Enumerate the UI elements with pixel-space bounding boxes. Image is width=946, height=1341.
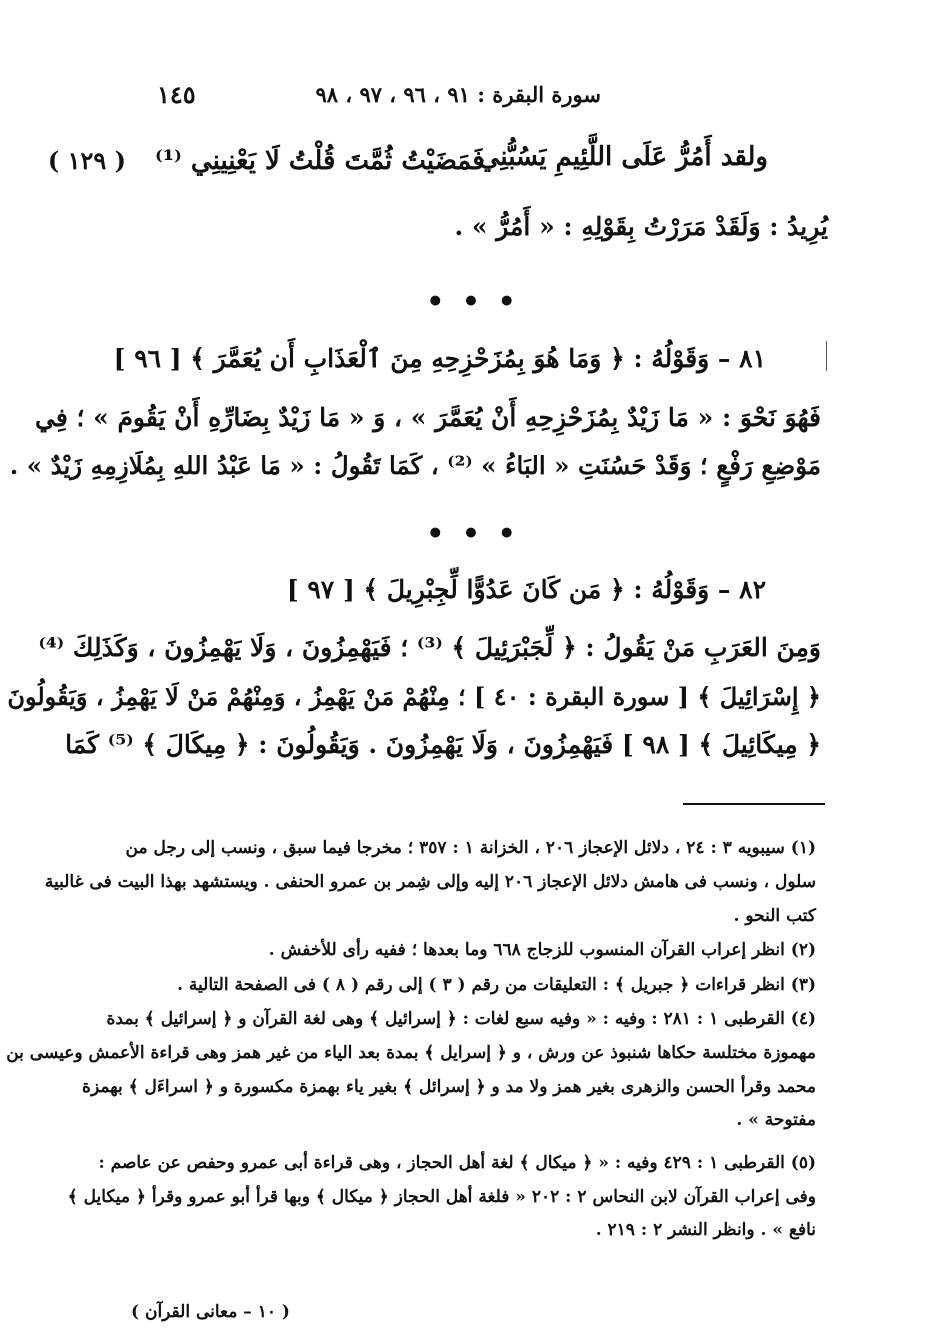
- verse-hemistich-2: فَمَضَيْتُ ثُمَّتَ قُلْتُ لَا يَعْنِينِي ⁽¹⁾: [155, 146, 485, 176]
- section-81-line-1: فَهُوَ نَحْوَ : « مَا زَيْدٌ بِمُزَحْزِحِهِ أَنْ يُعَمَّرَ » ، وَ « مَا زَيْدٌ بِضَارِّهِ أَنْ يَقُومَ » ؛ فِي: [34, 403, 821, 432]
- footnote-1-line-2: سلول ، ونسب فى هامش دلائل الإعجاز ٢٠٦ إليه وإلى شِمر بن عمرو الحنفى . ويستشهد بهذا البيت فى غالبية: [44, 872, 816, 892]
- verse-hemistich-1: ولقد أَمُرُّ عَلَى اللَّئِيمِ يَسُبُّنِي: [478, 142, 768, 172]
- footnote-5-line-1: (٥) القرطبى ١ : ٤٢٩ وفيه : « ﴿ ميكال ﴾ لغة أهل الحجاز ، وهى قراءة أبى عمرو وحفص عن عاصم :: [98, 1153, 816, 1173]
- section-separator-1: • • •: [426, 285, 520, 318]
- footnote-4-line-1: (٤) القرطبى ١ : ٢٨١ : وفيه : « وفيه سبع لغات : ﴿ إسرائيل ﴾ وهى لغة القرآن و ﴿ إسرائيل ﴾ بمدة: [106, 1009, 816, 1029]
- section-81-line-2: مَوْضِعِ رَفْعٍ ؛ وَقَدْ حَسُنَتِ « البَاءُ » ⁽²⁾ ، كَمَا تَقُولُ : « مَا عَبْدُ اللهِ بِمُلَازِمِهِ زَيْدٌ » .: [9, 451, 821, 480]
- footnote-4-line-3: محمد وقرأ الحسن والزهرى بغير همز ولا مد و ﴿ إسرائل ﴾ بغير ياء بهمزة مكسورة و ﴿ اسراءَل ﴾ بهمزة: [82, 1077, 816, 1097]
- section-82-line-3: ﴿ مِيكَائِيلَ ﴾ [ ٩٨ ] فَيَهْمِزُونَ ، وَلَا يَهْمِزُونَ . وَيَقُولُونَ : ﴿ مِيكَالَ ﴾ ⁽⁵⁾ كَمَا: [65, 730, 821, 759]
- section-82-heading: ٨٢ – وَقَوْلُهُ : ﴿ مَن كَانَ عَدُوًّا لِّجِبْرِيلَ ﴾ [ ٩٧ ]: [286, 575, 766, 604]
- footnote-4-line-4: مفتوحة » .: [736, 1110, 816, 1130]
- footnote-1-line-1: (١) سيبويه ٣ : ٢٤ ، دلائل الإعجاز ٢٠٦ ، الخزانة ١ : ٣٥٧ ؛ مخرجا فيما سبق ، ونسب إلى رجل من: [125, 838, 816, 858]
- footnote-1-line-3: كتب النحو .: [733, 906, 816, 926]
- section-82-line-1: وَمِنَ العَرَبِ مَنْ يَقُولُ : ﴿ لِّجَبْرَئِيلَ ﴾ ⁽³⁾ ؛ فَيَهْمِزُونَ ، وَلَا يَهْمِزُونَ ، وَكَذَلِكَ ⁽⁴⁾: [38, 633, 821, 662]
- section-separator-2: • • •: [426, 517, 520, 550]
- running-header-title: سورة البقرة : ٩١ ، ٩٦ ، ٩٧ ، ٩٨: [315, 82, 601, 107]
- section-82-line-2: ﴿ إِسْرَائِيلَ ﴾ [ سورة البقرة : ٤٠ ] ؛ مِنْهُمْ مَنْ يَهْمِزُ ، وَمِنْهُمْ مَنْ لَا يَهْمِزُ ، وَيَقُولُونَ: [7, 682, 821, 711]
- margin-mark: [826, 341, 827, 371]
- page-number: ١٤٥: [157, 80, 196, 109]
- verse-number: ( ١٢٩ ): [47, 146, 126, 175]
- page-footer-signature: ( ١٠ – معانى القرآن ): [131, 1302, 290, 1322]
- footnote-5-line-2: وفى إعراب القرآن لابن النحاس ٢ : ٢٠٢ « فلغة أهل الحجاز ﴿ ميكال ﴾ وبها قرأ أبو عمرو وقرأ ﴿ ميكايل ﴾: [67, 1187, 816, 1207]
- footnote-separator: [683, 803, 825, 805]
- footnote-2: (٢) انظر إعراب القرآن المنسوب للزجاج ٦٦٨ وما بعدها ؛ ففيه رأى للأخفش .: [268, 940, 816, 960]
- section-81-heading: ٨١ – وَقَوْلُهُ : ﴿ وَمَا هُوَ بِمُزَحْزِحِهِ مِنَ ٱلْعَذَابِ أَن يُعَمَّرَ ﴾ [ ٩٦ ]: [113, 344, 766, 373]
- footnote-5-line-3: نافع » . وانظر النشر ٢ : ٢١٩ .: [595, 1220, 816, 1240]
- footnote-3: (٣) انظر قراءات ﴿ جبريل ﴾ : التعليقات من رقم ( ٣ ) إلى رقم ( ٨ ) فى الصفحة التالية .: [177, 975, 816, 995]
- verse-explanation: يُرِيدُ : وَلَقَدْ مَرَرْتُ بِقَوْلِهِ : « أَمُرُّ » .: [454, 212, 828, 241]
- footnote-4-line-2: مهموزة مختلسة حكاها شنبوذ عن ورش ، و ﴿ إسرايل ﴾ بمدة بعد الياء من غير همز وهى قراءة الأعمش وعيسى بن: [6, 1043, 816, 1063]
